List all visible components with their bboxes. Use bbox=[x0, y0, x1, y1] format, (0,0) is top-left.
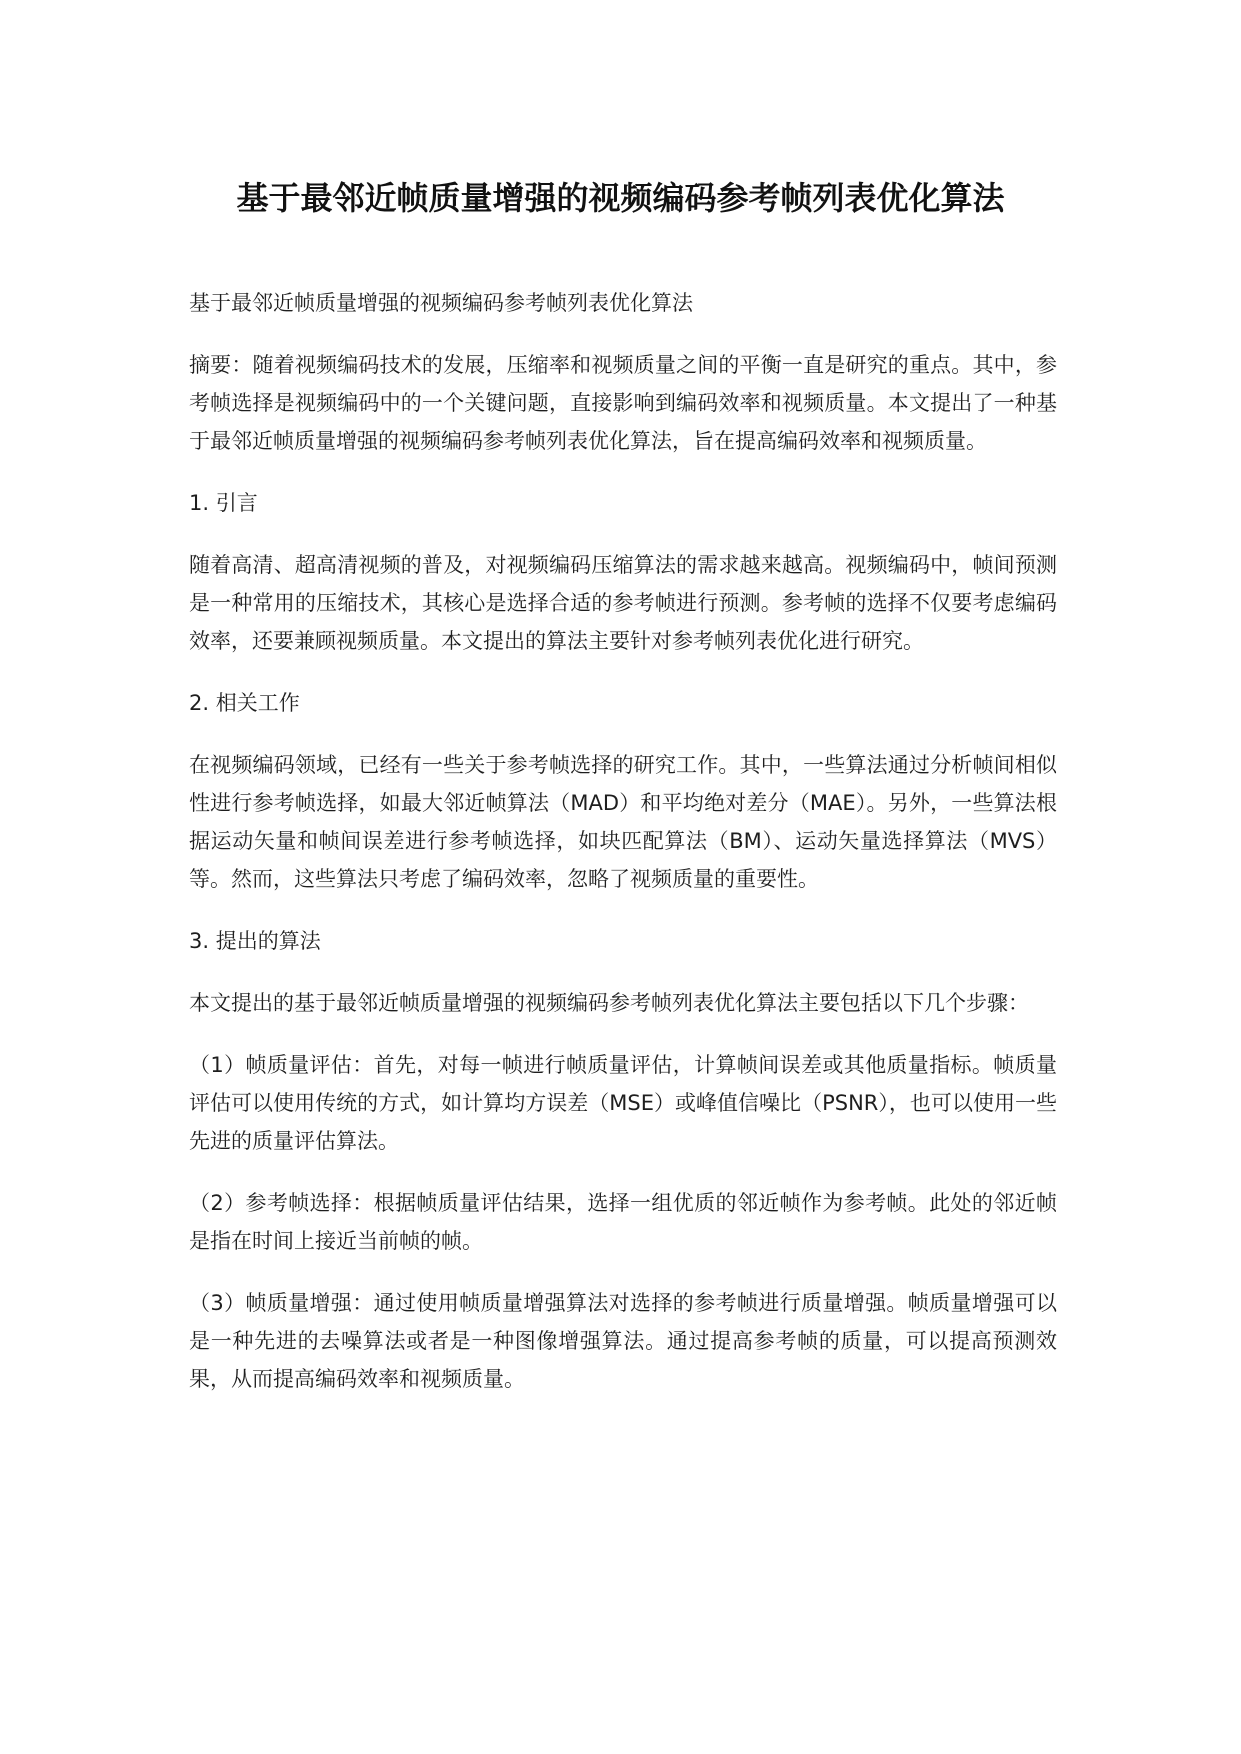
section-heading-introduction: 1. 引言 bbox=[189, 491, 258, 515]
algorithm-step-3: （3）帧质量增强：通过使用帧质量增强算法对选择的参考帧进行质量增强。帧质量增强可以是一种先进的去噪算法或者是一种图像增强算法。通过提高参考帧的质量，可以提高预测效果，从而提高编码效率和视频质量。 bbox=[189, 1291, 1057, 1391]
document-title: 基于最邻近帧质量增强的视频编码参考帧列表优化算法 bbox=[236, 179, 1005, 217]
algorithm-step-1: （1）帧质量评估：首先，对每一帧进行帧质量评估，计算帧间误差或其他质量指标。帧质量评估可以使用传统的方式，如计算均方误差（MSE）或峰值信噪比（PSNR），也可以使用一些先进的质量评估算法。 bbox=[189, 1053, 1057, 1153]
section-heading-related-work: 2. 相关工作 bbox=[189, 691, 300, 715]
document-subtitle: 基于最邻近帧质量增强的视频编码参考帧列表优化算法 bbox=[189, 291, 693, 315]
section-heading-proposed-algorithm: 3. 提出的算法 bbox=[189, 929, 321, 953]
introduction-paragraph: 随着高清、超高清视频的普及，对视频编码压缩算法的需求越来越高。视频编码中，帧间预测是一种常用的压缩技术，其核心是选择合适的参考帧进行预测。参考帧的选择不仅要考虑编码效率，还要兼顾视频质量。本文提出的算法主要针对参考帧列表优化进行研究。 bbox=[189, 553, 1057, 653]
document-body bbox=[189, 284, 1057, 1422]
algorithm-intro-paragraph: 本文提出的基于最邻近帧质量增强的视频编码参考帧列表优化算法主要包括以下几个步骤： bbox=[189, 991, 1029, 1015]
abstract-paragraph: 摘要：随着视频编码技术的发展，压缩率和视频质量之间的平衡一直是研究的重点。其中，参考帧选择是视频编码中的一个关键问题，直接影响到编码效率和视频质量。本文提出了一种基于最邻近帧质量增强的视频编码参考帧列表优化算法，旨在提高编码效率和视频质量。 bbox=[189, 353, 1057, 453]
related-work-paragraph: 在视频编码领域，已经有一些关于参考帧选择的研究工作。其中，一些算法通过分析帧间相似性进行参考帧选择，如最大邻近帧算法（MAD）和平均绝对差分（MAE）。另外，一些算法根据运动矢量和帧间误差进行参考帧选择，如块匹配算法（BM）、运动矢量选择算法（MVS）等。然而，这些算法只考虑了编码效率，忽略了视频质量的重要性。 bbox=[189, 753, 1057, 891]
algorithm-step-2: （2）参考帧选择：根据帧质量评估结果，选择一组优质的邻近帧作为参考帧。此处的邻近帧是指在时间上接近当前帧的帧。 bbox=[189, 1191, 1057, 1253]
